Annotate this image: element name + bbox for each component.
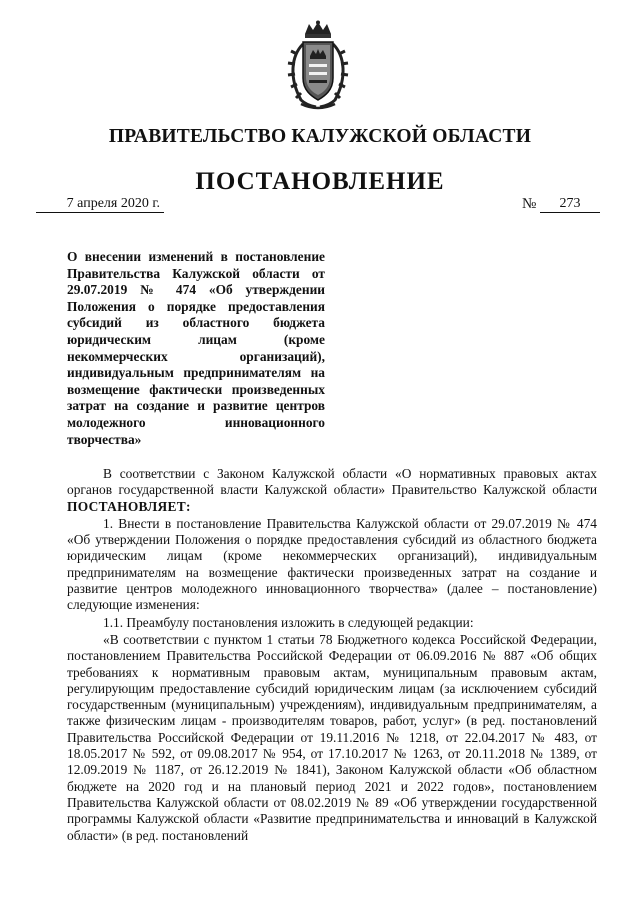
number-label: № [522, 196, 537, 212]
document-body [67, 466, 597, 844]
government-title: ПРАВИТЕЛЬСТВО КАЛУЖСКОЙ ОБЛАСТИ [108, 126, 532, 147]
document-subject: О внесении изменений в постановление Правительства Калужской области от 29.07.2019 № 474 «Об утверждении Положения о порядке предоставления субсидий из областного бюджета юридическим лицам (кроме некоммерческих организаций), индивидуальным предпринимателям на возмещение фактически произведенных затрат на создание и развитие центров молодежного инновационного творчества» [67, 249, 325, 447]
quote-paragraph: «В соответствии с пунктом 1 статьи 78 Бюджетного кодекса Российской Федерации, постановлением Правительства Российской Федерации от 06.09.2016 № 887 «Об общих требованиях к нормативным правовым актам, муниципальным правовым актам, регулирующим предоставление субсидий юридическим лицам (за исключением субсидий государственным (муниципальным) учреждениям), индивидуальным предпринимателям, а также физическим лицам - производителям товаров, работ, услуг» (в ред. постановлений Правительства Российской Федерации от 19.11.2016 № 1218, от 22.04.2017 № 483, от 18.05.2017 № 592, от 09.08.2017 № 954, от 17.10.2017 № 1263, от 20.11.2018 № 1389, от 12.09.2019 № 1187, от 26.12.2019 № 1841), Законом Калужской области «Об областном бюджете на 2020 год и на плановый период 2021 и 2022 годов», постановлением Правительства Калужской области от 08.02.2019 № 89 «Об утверждении государственной программы Калужской области «Развитие предпринимательства и инноваций в Калужской области» (в ред. постановлений [67, 631, 597, 843]
item-1-paragraph: 1. Внести в постановление Правительства Калужской области от 29.07.2019 № 474 «Об утверждении Положения о порядке предоставления субсидий из областного бюджета юридическим лицам (кроме некоммерческих организаций), индивидуальным предпринимателям на возмещение фактически произведенных затрат на создание и развитие центров молодежного инновационного творчества» (далее – постановление) следующие изменения: [67, 515, 597, 613]
document-number: 273 [540, 196, 600, 213]
preamble-paragraph [67, 466, 597, 515]
item-1-1-paragraph: 1.1. Преамбулу постановления изложить в следующей редакции: [103, 614, 474, 630]
decree-word: ПОСТАНОВЛЯЕТ: [67, 498, 191, 514]
document-type-title: ПОСТАНОВЛЕНИЕ [195, 168, 445, 195]
document-date: 7 апреля 2020 г. [36, 196, 164, 213]
coat-of-arms-icon [283, 20, 353, 112]
preamble-text: В соответствии с Законом Калужской области «О нормативных правовых актах органов государственной власти Калужской области» Правительство Калужской области [67, 466, 597, 498]
